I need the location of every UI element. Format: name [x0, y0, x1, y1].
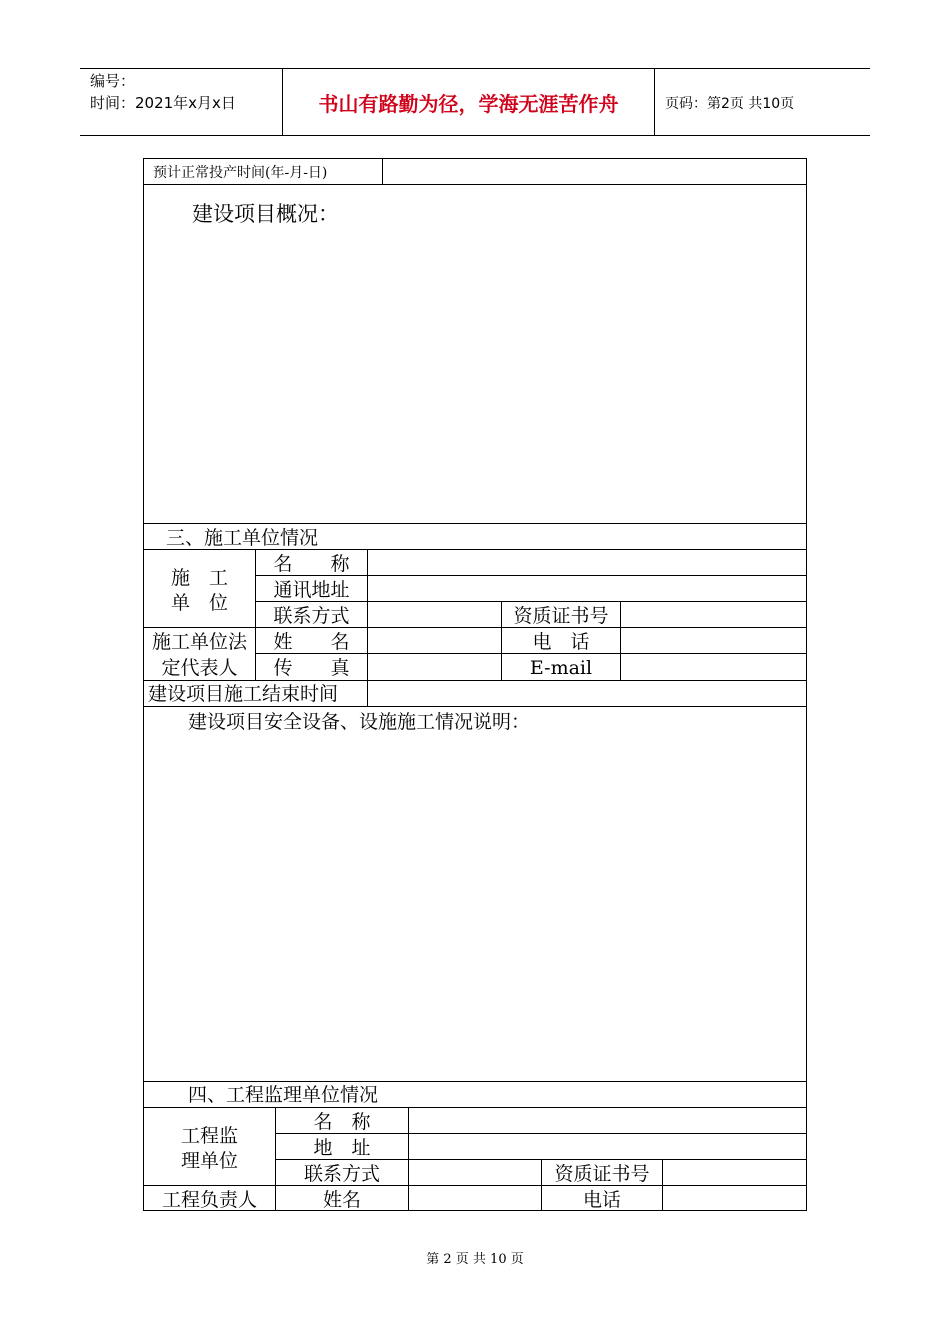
serial-number-label: 编号： — [90, 72, 136, 90]
safety-desc-field[interactable] — [144, 736, 806, 1080]
contractor-address-field[interactable] — [368, 576, 806, 601]
contractor-label-line2: 单 位 — [170, 592, 228, 614]
supervisor-label-line1: 工程监 — [180, 1125, 238, 1147]
supervisor-contact-label: 联系方式 — [303, 1163, 380, 1185]
table-border-right — [806, 158, 807, 1211]
legal-rep-fax-label: 传 真 — [273, 657, 350, 679]
contractor-address-label: 通讯地址 — [273, 579, 350, 601]
section-4-title: 四、工程监理单位情况 — [188, 1084, 379, 1106]
contractor-contact-field[interactable] — [368, 602, 501, 627]
construction-end-time-field[interactable] — [368, 681, 806, 706]
row-line — [143, 523, 807, 524]
date-label: 时间：2021年x月x日 — [90, 94, 236, 112]
legal-rep-email-label: E-mail — [529, 657, 593, 679]
section-3-title: 三、施工单位情况 — [166, 527, 319, 549]
supervisor-label-line2: 理单位 — [180, 1150, 238, 1172]
supervisor-name-label: 名 称 — [313, 1111, 371, 1133]
supervisor-address-field[interactable] — [409, 1134, 806, 1159]
production-time-label: 预计正常投产时间(年-月-日) — [153, 165, 328, 181]
supervisor-manager-label: 工程负责人 — [161, 1189, 257, 1211]
legal-rep-phone-label: 电 话 — [532, 631, 590, 653]
contractor-label-line1: 施 工 — [170, 567, 228, 589]
row-line — [143, 706, 807, 707]
safety-desc-label: 建设项目安全设备、设施施工情况说明： — [188, 711, 531, 733]
header-motto: 书山有路勤为径，学海无涯苦作舟 — [318, 92, 619, 116]
legal-rep-label-line1: 施工单位法 — [151, 631, 247, 653]
supervisor-contact-field[interactable] — [409, 1160, 541, 1185]
production-time-field[interactable] — [383, 159, 806, 184]
legal-rep-name-field[interactable] — [368, 628, 501, 653]
supervisor-manager-phone-field[interactable] — [663, 1186, 806, 1210]
header-top-rule — [80, 68, 870, 69]
supervisor-manager-name-field[interactable] — [409, 1186, 541, 1210]
row-line — [143, 1081, 807, 1082]
contractor-name-label: 名 称 — [273, 553, 350, 575]
contractor-cert-field[interactable] — [621, 602, 806, 627]
legal-rep-email-field[interactable] — [621, 654, 806, 680]
contractor-contact-label: 联系方式 — [273, 605, 350, 627]
supervisor-manager-name-label: 姓名 — [322, 1189, 361, 1211]
header-divider — [654, 68, 655, 136]
supervisor-address-label: 地 址 — [313, 1137, 371, 1159]
legal-rep-name-label: 姓 名 — [273, 631, 350, 653]
legal-rep-label-line2: 定代表人 — [161, 657, 238, 679]
page-footer: 第 2 页 共 10 页 — [426, 1252, 524, 1267]
supervisor-cert-label: 资质证书号 — [554, 1163, 650, 1185]
header-meta — [90, 70, 236, 114]
legal-rep-phone-field[interactable] — [621, 628, 806, 653]
header-page-info: 页码：第2页 共10页 — [665, 96, 795, 112]
supervisor-cert-field[interactable] — [663, 1160, 806, 1185]
supervisor-manager-phone-label: 电话 — [582, 1189, 621, 1211]
contractor-cert-label: 资质证书号 — [513, 605, 609, 627]
construction-end-time-label: 建设项目施工结束时间 — [148, 683, 339, 705]
contractor-name-field[interactable] — [368, 550, 806, 575]
header-bottom-rule — [80, 135, 870, 136]
supervisor-name-field[interactable] — [409, 1108, 806, 1133]
project-overview-label: 建设项目概况： — [192, 202, 339, 226]
legal-rep-fax-field[interactable] — [368, 654, 501, 680]
project-overview-field[interactable] — [144, 230, 806, 522]
